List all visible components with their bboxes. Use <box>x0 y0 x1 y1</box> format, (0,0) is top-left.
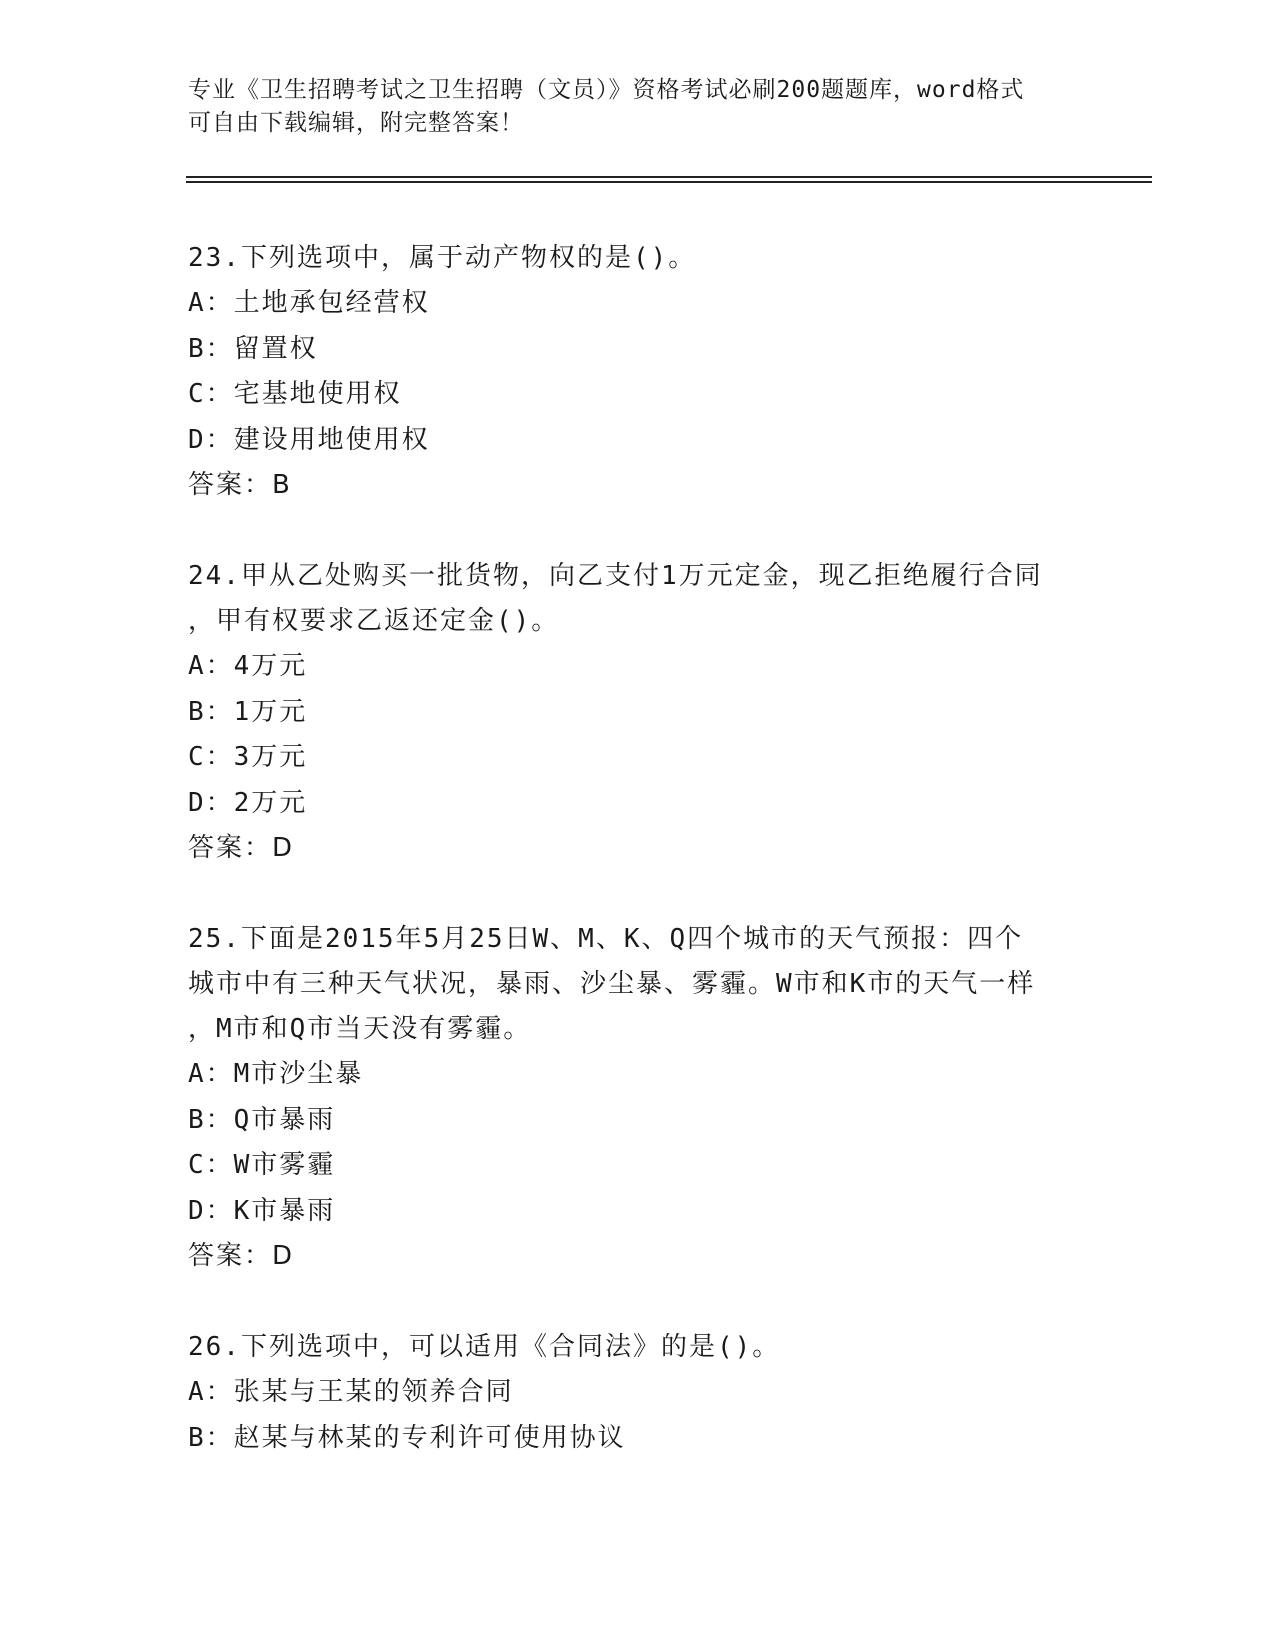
question-stem: ，甲有权要求乙返还定金()。 <box>188 606 560 636</box>
header-divider-bottom <box>186 181 1152 183</box>
question-24 <box>188 554 1088 871</box>
header-line-1: 专业《卫生招聘考试之卫生招聘（文员）》资格考试必刷200题题库，word格式 <box>188 77 1025 103</box>
option-a: A：土地承包经营权 <box>188 288 430 318</box>
question-25 <box>188 917 1088 1279</box>
answer: 答案：D <box>188 833 295 863</box>
option-a: A：M市沙尘暴 <box>188 1059 364 1089</box>
option-c: C：3万元 <box>188 742 308 772</box>
option-d: D：2万元 <box>188 787 308 818</box>
option-a: A：张某与王某的领养合同 <box>188 1377 514 1407</box>
answer: 答案：B <box>188 470 292 500</box>
option-a: A：4万元 <box>188 651 308 681</box>
question-stem: 23.下列选项中，属于动产物权的是()。 <box>188 243 697 273</box>
answer: 答案：D <box>188 1241 295 1271</box>
question-stem: 26.下列选项中，可以适用《合同法》的是()。 <box>188 1332 781 1362</box>
header-line-2: 可自由下载编辑，附完整答案！ <box>188 110 524 136</box>
option-b: B：Q市暴雨 <box>188 1104 336 1135</box>
question-list <box>188 236 1088 1507</box>
option-b: B：1万元 <box>188 696 308 727</box>
question-23 <box>188 236 1088 508</box>
question-stem: 24.甲从乙处购买一批货物，向乙支付1万元定金，现乙拒绝履行合同 <box>188 561 1043 591</box>
question-stem: ，M市和Q市当天没有雾霾。 <box>188 1014 532 1044</box>
option-d: D：建设用地使用权 <box>188 424 430 455</box>
option-b: B：留置权 <box>188 333 318 364</box>
document-header <box>188 74 1088 140</box>
option-c: C：宅基地使用权 <box>188 379 402 409</box>
question-stem: 城市中有三种天气状况，暴雨、沙尘暴、雾霾。W市和K市的天气一样 <box>188 969 1036 999</box>
question-26 <box>188 1325 1088 1461</box>
option-d: D：K市暴雨 <box>188 1195 336 1226</box>
header-divider-top <box>186 176 1152 178</box>
question-stem: 25.下面是2015年5月25日W、M、K、Q四个城市的天气预报：四个 <box>188 924 1024 954</box>
option-b: B：赵某与林某的专利许可使用协议 <box>188 1422 626 1453</box>
option-c: C：W市雾霾 <box>188 1150 336 1180</box>
